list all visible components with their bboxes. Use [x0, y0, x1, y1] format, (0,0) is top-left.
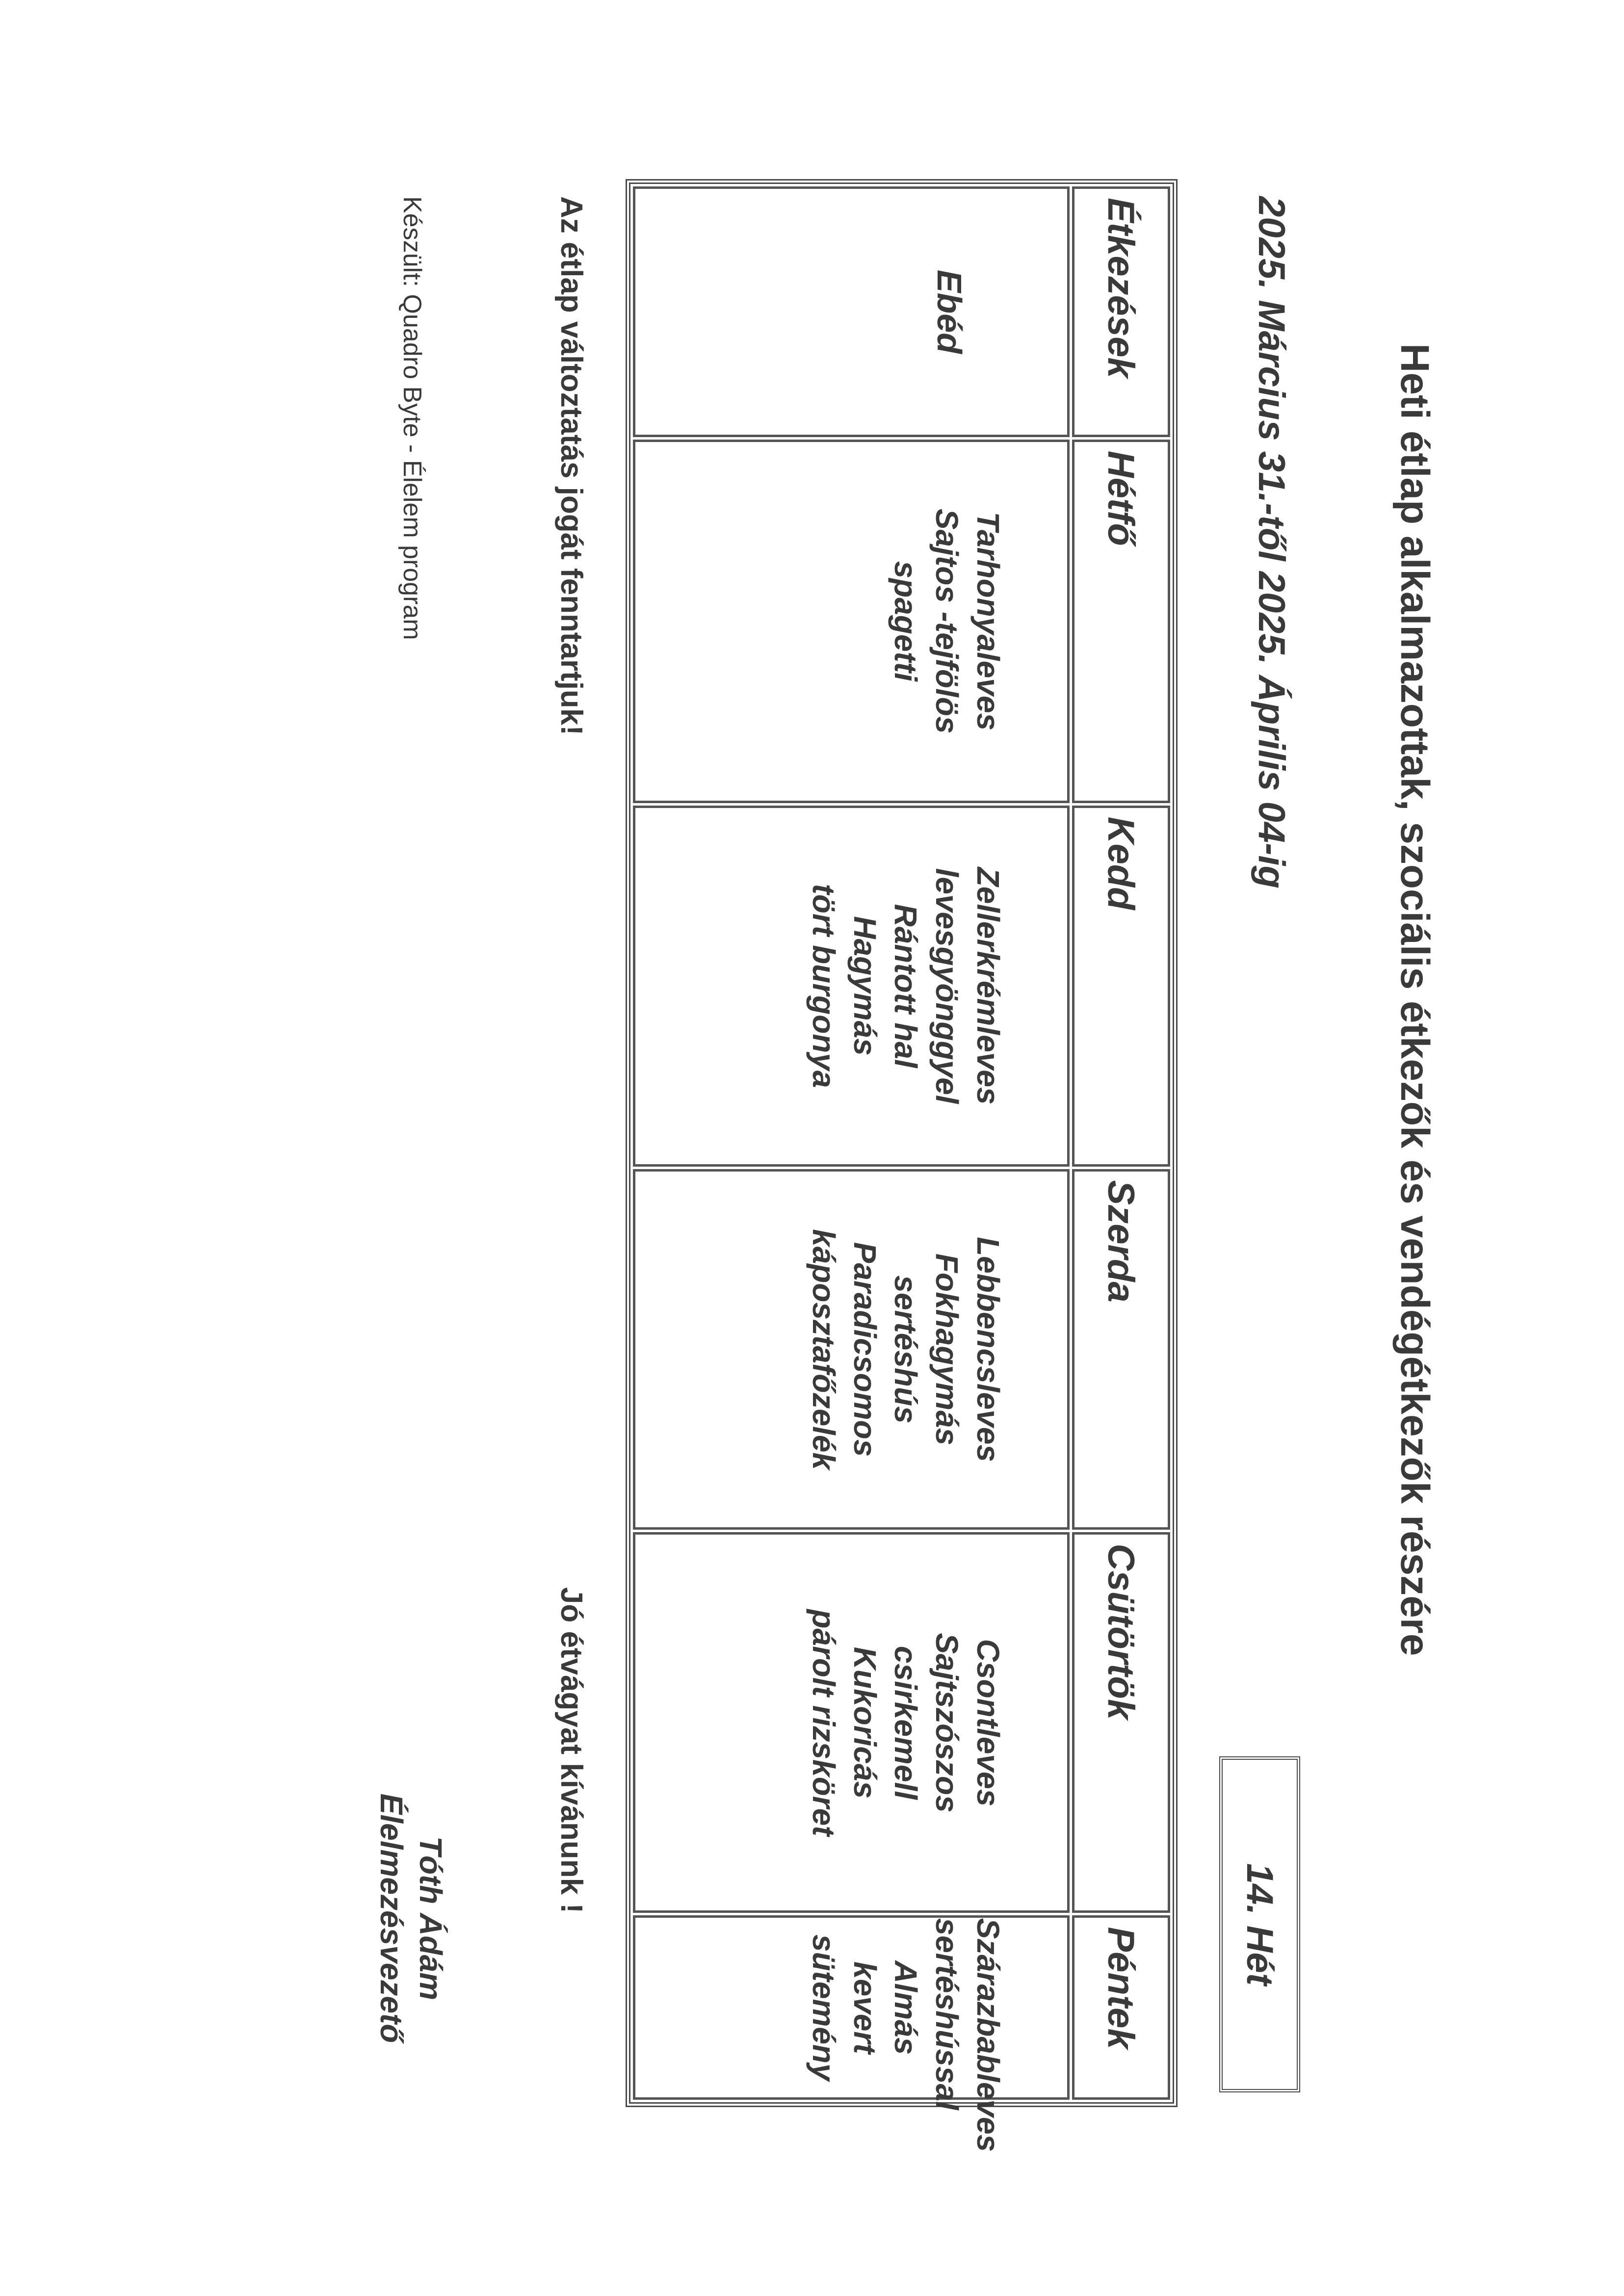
menu-table	[626, 179, 1178, 2152]
header-cell-day: Csütörtök	[1072, 1532, 1170, 1913]
dish: kevert sütemény	[806, 1934, 883, 2081]
dish: Fokhagymás	[929, 1253, 965, 1446]
lunch-row	[633, 186, 1070, 2100]
dish: levesgyönggyel	[929, 868, 965, 1104]
dish: káposztafőzelék	[806, 1229, 841, 1470]
dish: Paradicsomos	[847, 1242, 883, 1457]
dish: sertéshús	[888, 1275, 924, 1424]
dish: Rántott hal	[888, 904, 924, 1068]
footer-made-by: Készült: Quadro Byte - Élelem program	[398, 196, 426, 640]
footer-wish: Jó étvágyat kívánunk !	[554, 1587, 588, 1914]
footer-note: Az étlap változtatás jogát fenntartjuk!	[554, 196, 588, 735]
header-cell-day: Kedd	[1072, 806, 1170, 1167]
header-cell-day: Péntek	[1072, 1915, 1170, 2100]
dish: spagetti	[888, 561, 924, 681]
week-label-box	[1219, 1756, 1300, 2092]
dish: Lebbencsleves	[970, 1237, 1006, 1462]
header-row	[1072, 186, 1170, 2100]
dish: Kukoricás	[847, 1646, 883, 1799]
dish: Csontleves	[970, 1639, 1006, 1807]
dish: Zellerkrémleves	[970, 867, 1006, 1105]
dish: csirkemell	[888, 1645, 924, 1800]
dish: Szárazbableves	[970, 1918, 1006, 2152]
menu-cell	[633, 1915, 1070, 2152]
dish: sertéshússal	[929, 1918, 965, 2110]
dish: tört burgonya	[806, 884, 841, 1088]
meal-label: Ebéd	[633, 186, 1070, 437]
dish: Sajtszószos	[929, 1633, 965, 1813]
week-label: 14. Hét	[1239, 1863, 1281, 1986]
header-cell-day: Szerda	[1072, 1169, 1170, 1530]
date-range: 2025. Március 31.-től 2025. Április 04-ig	[1251, 196, 1292, 888]
signature-name: Tóth Ádám	[413, 1836, 448, 2001]
dish: Tarhonyaleves	[970, 512, 1006, 731]
menu-cell	[633, 440, 1070, 803]
dish: Sajtos -tejfölös	[929, 508, 965, 734]
dish: párolt rizsköret	[806, 1609, 841, 1836]
page-title: Heti étlap alkalmazottak, szociális étkezők és vendégétkezők részére	[1392, 343, 1437, 1656]
signature-role: Élelmezésvezető	[374, 1793, 409, 2043]
header-cell-day: Hétfő	[1072, 440, 1170, 803]
header-cell-meals: Étkezések	[1072, 186, 1170, 437]
menu-cell	[633, 806, 1070, 1167]
dish: Almás	[888, 1960, 924, 2055]
menu-cell	[633, 1169, 1070, 1530]
dish: Hagymás	[847, 916, 883, 1056]
menu-cell	[633, 1532, 1070, 1913]
